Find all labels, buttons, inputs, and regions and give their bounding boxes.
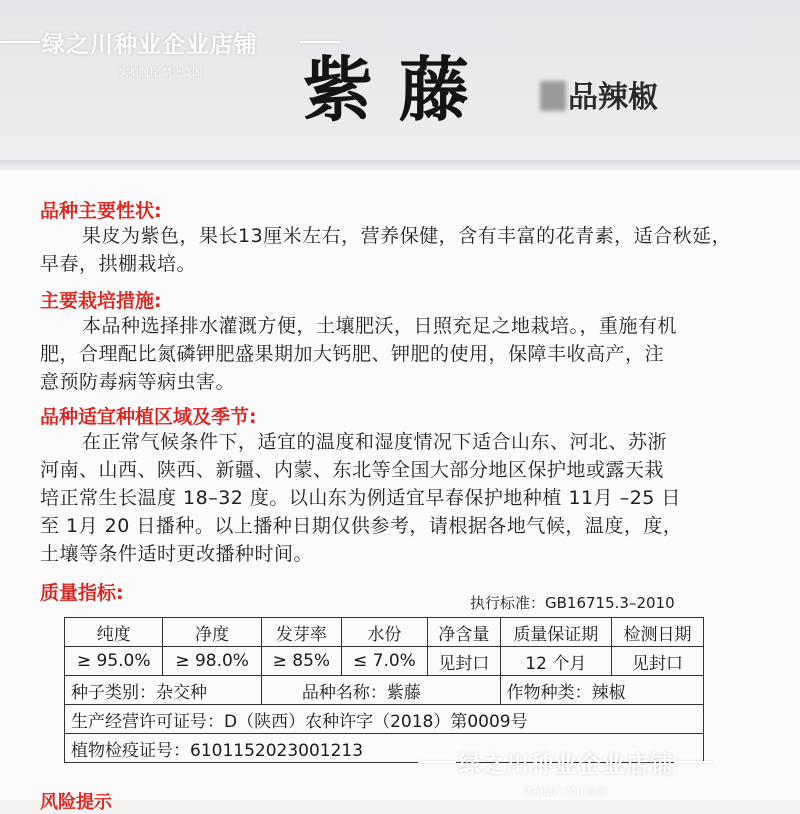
watermark-line-left (0, 41, 40, 43)
cultivation-line-3: 意预防毒病等病虫害。 (40, 371, 236, 393)
region-line-4: 至 1月 20 日播种。以上播种日期仅供参考，请根据各地气候，温度，度， (40, 515, 683, 537)
quarantine-certificate: 植物检疫证号：6101152023001213 (65, 734, 704, 763)
production-license: 生产经营许可证号：D（陕西）农种许字（2018）第0009号 (65, 705, 704, 734)
traits-line-2: 早春，拱棚栽培。 (40, 253, 197, 275)
watermark-line-left-bottom (418, 761, 456, 763)
header-purity: 纯度 (65, 618, 163, 647)
header-germination: 发芽率 (261, 618, 341, 647)
seed-type: 种子类别：杂交种 (65, 676, 262, 705)
cultivation-line-1: 本品种选择排水灌溉方便，土壤肥沃，日照充足之地栽培。，重施有机 (82, 315, 678, 337)
value-germination: ≥ 85% (261, 647, 341, 676)
crop-type: 作物种类：辣椒 (500, 676, 703, 705)
header-moisture: 水份 (341, 618, 427, 647)
brand-subtitle-text: 品辣椒 (568, 80, 658, 115)
watermark-line-right-bottom (674, 761, 712, 763)
variety-name: 品种名称：紫藤 (261, 676, 500, 705)
risk-warning-heading: 风险提示 (40, 792, 112, 813)
watermark-shop-bottom: 绿之川种业企业店铺 (458, 752, 674, 778)
section-heading-traits: 品种主要性状: (40, 200, 162, 222)
license-row (65, 705, 704, 734)
header-net-content: 净含量 (427, 618, 500, 647)
quality-info-row (65, 676, 704, 705)
blurred-glyph (540, 81, 566, 111)
region-line-3: 培正常生长温度 18–32 度。以山东为例适宜早春保护地种植 11月 –25 日 (40, 487, 681, 509)
cultivation-text (40, 312, 760, 396)
value-purity: ≥ 95.0% (65, 647, 163, 676)
watermark-note-top: 实拍图片 禁止盗图 (119, 68, 203, 79)
watermark-shop-top: 绿之川种业企业店铺 (42, 32, 258, 58)
section-heading-cultivation: 主要栽培措施: (40, 290, 162, 312)
cultivation-line-2: 肥，合理配比氮磷钾肥盛果期加大钙肥、钾肥的使用，保障丰收高产，注 (40, 343, 665, 365)
execution-standard: 执行标准：GB16715.3–2010 (470, 594, 675, 612)
header-warranty: 质量保证期 (500, 618, 611, 647)
traits-text (40, 222, 760, 278)
value-cleanliness: ≥ 98.0% (163, 647, 261, 676)
traits-line-1: 果皮为紫色，果长13厘米左右，营养保健，含有丰富的花青素，适合秋延， (82, 225, 732, 247)
brand-subtitle (540, 72, 658, 116)
quality-table (64, 617, 704, 763)
region-line-1: 在正常气候条件下，适宜的温度和湿度情况下适合山东、河北、苏浙 (82, 431, 668, 453)
section-heading-region: 品种适宜种植区域及季节: (40, 406, 257, 428)
region-line-5: 土壤等条件适时更改播种时间。 (40, 543, 314, 565)
value-test-date: 见封口 (611, 647, 703, 676)
region-text (40, 428, 760, 568)
brand-name: 紫藤 (303, 48, 495, 131)
header-cleanliness: 净度 (163, 618, 261, 647)
watermark-note-bottom: 实拍图片 禁止盗图 (523, 787, 607, 798)
section-heading-quality: 质量指标: (40, 582, 124, 604)
header-test-date: 检测日期 (611, 618, 703, 647)
quality-header-row (65, 618, 704, 647)
region-line-2: 河南、山西、陕西、新疆、内蒙、东北等全国大部分地区保护地或露天栽 (40, 459, 665, 481)
value-warranty: 12 个月 (500, 647, 611, 676)
value-net-content: 见封口 (427, 647, 500, 676)
quality-values-row (65, 647, 704, 676)
value-moisture: ≤ 7.0% (341, 647, 427, 676)
